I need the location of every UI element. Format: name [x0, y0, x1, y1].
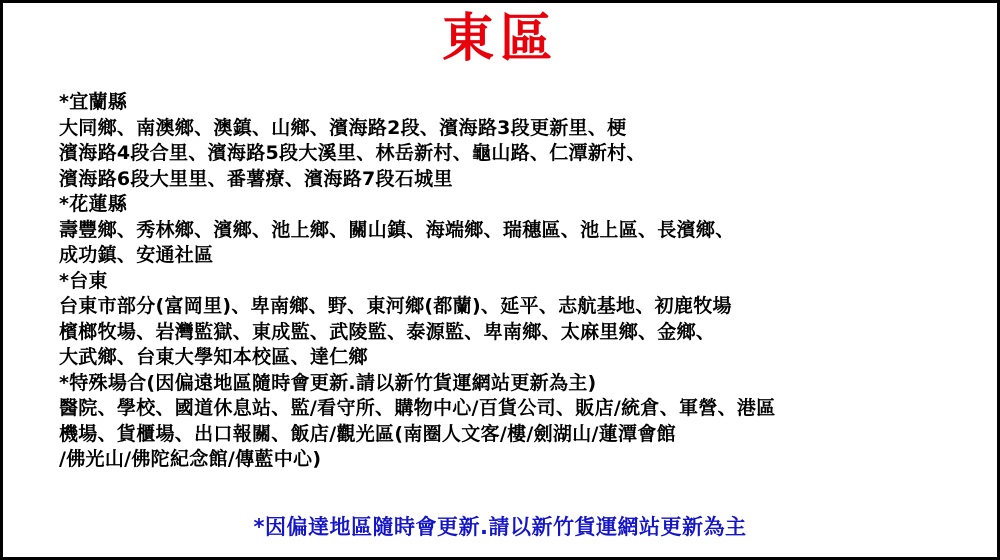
content-line: 台東市部分(富岡里)、卑南鄉、野、東河鄉(都蘭)、延平、志航基地、初鹿牧場: [59, 295, 732, 318]
content-line: 成功鎮、安通社區: [59, 244, 214, 267]
content-line: 壽豐鄉、秀林鄉、濱鄉、池上鄉、關山鎮、海端鄉、瑞穗區、池上區、長濱鄉、: [59, 218, 735, 241]
footer-note: *因偏達地區隨時會更新.請以新竹貨運網站更新為主: [253, 515, 747, 539]
content-line: 檳榔牧場、岩灣監獄、東成監、武陵監、泰源監、卑南鄉、太麻里鄉、金鄉、: [59, 320, 716, 343]
content-line: *宜蘭縣: [59, 91, 128, 114]
content-body: [3, 90, 997, 473]
content-line: /佛光山/佛陀紀念館/傳藍中心): [59, 448, 322, 471]
content-line: 機場、貨櫃場、出口報關、飯店/觀光區(南圈人文客/樓/劍湖山/蓮潭會館: [59, 422, 676, 445]
content-line: 醫院、學校、國道休息站、監/看守所、購物中心/百貨公司、販店/統倉、軍營、港區: [59, 397, 776, 420]
content-line: 大武鄉、台東大學知本校區、達仁鄉: [59, 346, 368, 369]
content-line: 濱海路4段合里、濱海路5段大溪里、林岳新村、龜山路、仁潭新村、: [59, 142, 646, 165]
page-title: 東區: [441, 9, 558, 69]
content-line: *台東: [59, 269, 108, 292]
content-line: 大同鄉、南澳鄉、澳鎮、山鄉、濱海路2段、濱海路3段更新里、梗: [59, 116, 627, 139]
content-line: 濱海路6段大里里、番薯療、濱海路7段石城里: [59, 167, 453, 190]
content-line: *花蓮縣: [59, 193, 128, 216]
content-line: *特殊場合(因偏遠地區隨時會更新.請以新竹貨運網站更新為主): [59, 371, 597, 394]
